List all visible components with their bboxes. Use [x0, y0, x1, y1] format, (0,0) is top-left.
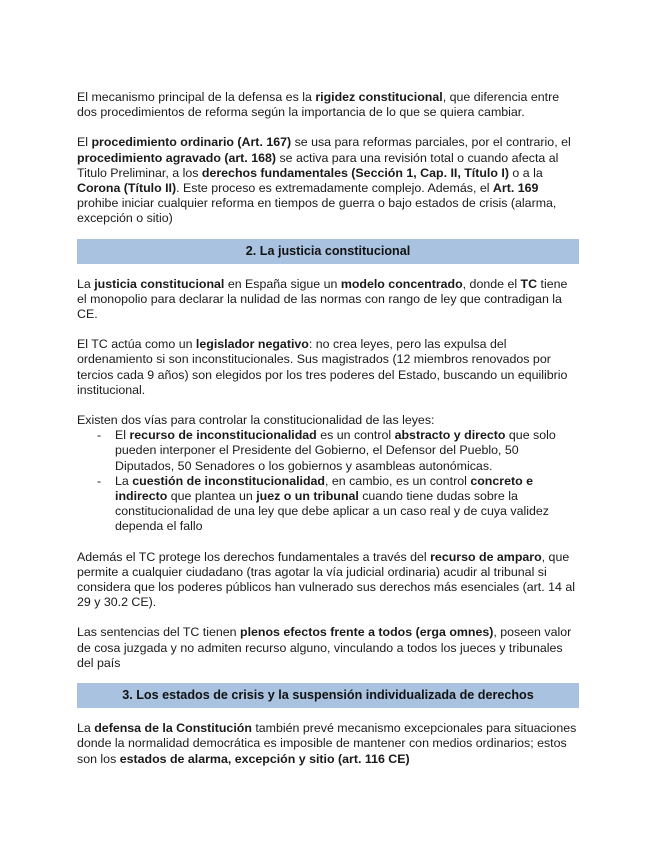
bold-text-run: defensa de la Constitución — [94, 721, 252, 736]
bold-text-run: recurso de inconstitucionalidad — [129, 428, 317, 443]
text-run: La — [115, 473, 133, 488]
text-run: , donde el — [462, 276, 521, 291]
text-run: : no crea leyes, pero las expulsa del ordenamiento si son inconstitucionales. Sus magistrados (12 miembros renovados por tercios cada 9 años) son elegidos por los tres poderes del Estado, buscando un equilibrio institucional. — [77, 337, 568, 397]
text-run: , que permite a cualquier ciudadano (tras agotar la vía judicial ordinaria) acudir al tribunal si considera que los poderes públicos han vulnerado sus derechos más esenciales (art. 14 al 29 y 30.2 CE). — [77, 549, 575, 610]
list-item-text — [115, 428, 556, 472]
text-run: Existen dos vías para controlar la constitucionalidad de las leyes: — [77, 413, 435, 428]
text-run: El mecanismo principal de la defensa es la — [77, 90, 316, 104]
bold-text-run: derechos fundamentales (Sección 1, Cap. II, Título I) — [201, 165, 509, 180]
section-heading-text: 2. La justicia constitucional — [245, 243, 411, 258]
text-run: Las sentencias del TC tienen — [77, 625, 241, 640]
bold-text-run: Corona (Título II) — [77, 181, 177, 196]
bold-text-run: justicia constitucional — [94, 276, 225, 291]
section-heading — [77, 239, 579, 264]
text-run: , en cambio, es un control — [325, 473, 471, 488]
paragraph-reform-procedures — [77, 135, 579, 226]
text-run: tiene el monopolio para declarar la nulidad de las normas con rango de ley que contradigan la CE. — [77, 276, 568, 322]
section-heading-text: 3. Los estados de crisis y la suspensión individualizada de derechos — [122, 687, 534, 702]
bold-text-run: modelo concentrado — [340, 276, 463, 291]
bold-text-run: Art. 169 — [492, 181, 539, 196]
text-run: prohibe iniciar cualquier reforma en tiempos de guerra o bajo estados de crisis (alarma, excepción o sitio) — [77, 196, 557, 226]
text-run: que solo pueden interponer el Presidente del Gobierno, el Defensor del Pueblo, 50 Diputados, 50 Senadores o los gobiernos y asambleas autonómicas. — [115, 428, 556, 473]
list-dash: - — [97, 473, 102, 488]
bold-text-run: concreto e indirecto — [115, 473, 533, 504]
paragraph-crisis-states — [77, 721, 579, 767]
bold-text-run: estados de alarma, excepción y sitio (art. 116 CE) — [119, 751, 410, 766]
paragraph-amparo — [77, 550, 579, 611]
paragraph-erga-omnes — [77, 625, 579, 671]
bold-text-run: cuestión de inconstitucionalidad — [132, 473, 325, 488]
text-run: , que diferencia entre dos procedimientos de reforma según la importancia de lo que se quiera cambiar. — [77, 90, 560, 120]
text-run: que plantea un — [167, 489, 257, 504]
text-run: en España sigue un — [224, 276, 341, 291]
bold-text-run: TC — [520, 276, 538, 291]
list-dash: - — [97, 428, 102, 443]
bold-text-run: legislador negativo — [195, 337, 309, 352]
text-run: . Este proceso es extremadamente complejo. Además, el — [176, 181, 493, 196]
text-run: o a la — [508, 165, 543, 180]
text-run: se usa para reformas parciales, por el contrario, el — [291, 135, 571, 150]
paragraph-constitutional-justice — [77, 277, 579, 323]
bold-text-run: procedimiento agravado (art. 168) — [77, 150, 276, 165]
list-item-text — [115, 474, 549, 534]
text-run: El TC actúa como un — [77, 337, 196, 352]
bold-text-run: procedimiento ordinario (Art. 167) — [91, 135, 292, 150]
document-page — [77, 90, 579, 767]
text-run: , poseen valor de cosa juzgada y no admiten recurso alguno, vinculando a todos los jueces y tribunales del país — [77, 625, 572, 670]
text-run: El — [115, 428, 130, 443]
bold-text-run: juez o un tribunal — [256, 489, 359, 504]
bold-text-run: recurso de amparo — [430, 549, 542, 564]
list-item — [77, 428, 579, 474]
section-heading — [77, 683, 579, 708]
text-run: La — [77, 721, 95, 736]
bold-text-run: rigidez constitucional — [315, 90, 443, 104]
text-run: El — [77, 135, 92, 150]
paragraph-reform-rigidity — [77, 90, 579, 120]
paragraph-negative-legislator — [77, 337, 579, 398]
control-routes-list — [77, 428, 579, 534]
list-item — [77, 474, 579, 535]
text-run: se activa para una revisión total o cuando afecta al Titulo Preliminar, a los — [77, 150, 559, 180]
text-run: Además el TC protege los derechos fundamentales a través del — [77, 549, 431, 564]
bold-text-run: abstracto y directo — [394, 428, 506, 443]
bold-text-run: plenos efectos frente a todos (erga omnes) — [240, 625, 494, 640]
text-run: es un control — [316, 428, 395, 443]
text-run: cuando tiene dudas sobre la constitucionalidad de una ley que debe aplicar a un caso real y de cuya validez dependa el fallo — [115, 489, 549, 534]
paragraph-control-routes — [77, 413, 579, 428]
text-run: La — [77, 276, 95, 291]
text-run: también prevé mecanismo excepcionales para situaciones donde la normalidad democrática es imposible de mantener con medios ordinarios; estos son los — [77, 721, 577, 766]
